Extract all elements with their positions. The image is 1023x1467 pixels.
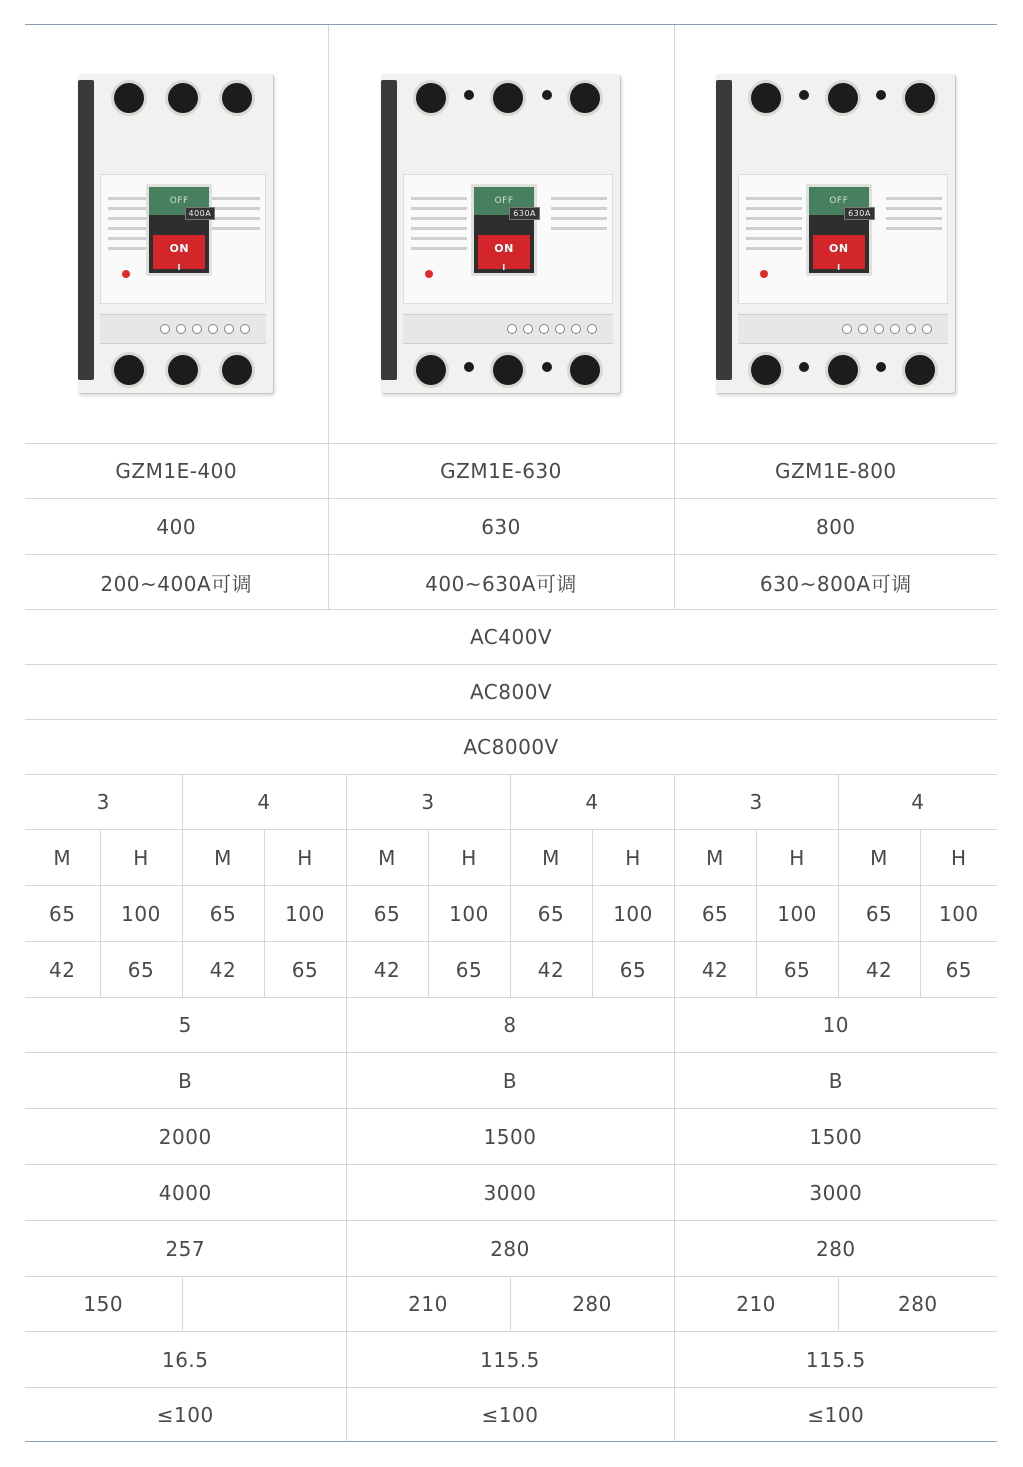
grade-cell: M: [346, 830, 428, 886]
grade-cell: M: [510, 830, 592, 886]
grade-cell: M: [182, 830, 264, 886]
group-cell: 1500: [346, 1109, 674, 1165]
width-cell: 210: [346, 1277, 510, 1332]
bottom-rule: [25, 1441, 997, 1442]
grade-cell: M: [25, 830, 100, 886]
group-cell: 257: [25, 1221, 346, 1277]
poles-cell: 3: [674, 775, 838, 830]
group-row: [25, 1165, 997, 1221]
handle-icon: OFF 630A ON $^I$: [806, 184, 872, 276]
image-row: [25, 25, 997, 444]
impulse-voltage-cell: AC8000V: [25, 720, 997, 775]
ics-cell: 42: [346, 942, 428, 998]
grade-cell: H: [592, 830, 674, 886]
adjust-range-cell: 200~400A可调: [25, 555, 328, 610]
ics-row: [25, 942, 997, 998]
ics-cell: 42: [182, 942, 264, 998]
width-row: [25, 1277, 997, 1332]
icu-cell: 65: [674, 886, 756, 942]
tail-cell: ≤100: [346, 1388, 674, 1443]
width-cell: 280: [510, 1277, 674, 1332]
tail-row: [25, 1332, 997, 1388]
ics-cell: 65: [100, 942, 182, 998]
tail-cell: ≤100: [156, 1403, 214, 1427]
group-cell: 10: [674, 998, 997, 1053]
group-cell: 2000: [25, 1109, 346, 1165]
group-row: [25, 1053, 997, 1109]
grade-cell: H: [428, 830, 510, 886]
ics-cell: 65: [920, 942, 997, 998]
impulse-row: [25, 720, 997, 775]
poles-cell: 3: [25, 775, 182, 830]
poles-cell: 3: [346, 775, 510, 830]
width-cell: 210: [674, 1277, 838, 1332]
grade-cell: H: [756, 830, 838, 886]
grade-cell: H: [920, 830, 997, 886]
model-cell: GZM1E-400: [25, 444, 328, 499]
icu-cell: 65: [838, 886, 920, 942]
width-cell: [182, 1277, 346, 1332]
icu-row: [25, 886, 997, 942]
ics-cell: 42: [674, 942, 756, 998]
group-cell: B: [674, 1053, 997, 1109]
ics-cell: 42: [838, 942, 920, 998]
ics-cell: 65: [756, 942, 838, 998]
width-cell: 150: [25, 1277, 182, 1332]
group-row: [25, 1221, 997, 1277]
adjust-range-cell: 400~630A可调: [328, 555, 674, 610]
group-cell: B: [25, 1053, 346, 1109]
frame-current-row: [25, 499, 997, 555]
group-cell: 4000: [25, 1165, 346, 1221]
icu-cell: 65: [510, 886, 592, 942]
group-cell: B: [346, 1053, 674, 1109]
width-cell: 280: [838, 1277, 997, 1332]
poles-cell: 4: [182, 775, 346, 830]
poles-cell: 4: [838, 775, 997, 830]
model-row: [25, 444, 997, 499]
grade-cell: M: [674, 830, 756, 886]
voltage-row: [25, 610, 997, 665]
adjust-range-row: [25, 555, 997, 610]
grade-cell: M: [838, 830, 920, 886]
frame-current-cell: 400: [25, 499, 328, 555]
tail-cell: 16.5: [25, 1332, 346, 1388]
ics-cell: 65: [592, 942, 674, 998]
icu-cell: 100: [100, 886, 182, 942]
grade-row: [25, 830, 997, 886]
ics-cell: 42: [25, 942, 100, 998]
breaker-image-800: [716, 74, 956, 394]
icu-cell: 100: [592, 886, 674, 942]
ics-cell: 65: [264, 942, 346, 998]
poles-row: [25, 775, 997, 830]
tail-cell: ≤100: [674, 1388, 997, 1443]
group-cell: 1500: [674, 1109, 997, 1165]
model-cell: GZM1E-800: [674, 444, 997, 499]
breaker-image-630: [381, 74, 621, 394]
product-image-cell: [674, 25, 997, 444]
rated-voltage-cell: AC400V: [25, 610, 997, 665]
model-cell: GZM1E-630: [328, 444, 674, 499]
group-cell: 8: [346, 998, 674, 1053]
icu-cell: 65: [25, 886, 100, 942]
product-image-cell: [328, 25, 674, 444]
icu-cell: 100: [428, 886, 510, 942]
icu-cell: 100: [756, 886, 838, 942]
icu-cell: 65: [346, 886, 428, 942]
group-cell: 3000: [674, 1165, 997, 1221]
insulation-row: [25, 665, 997, 720]
ics-cell: 65: [428, 942, 510, 998]
icu-cell: 100: [264, 886, 346, 942]
icu-cell: 100: [920, 886, 997, 942]
group-cell: 280: [346, 1221, 674, 1277]
spec-table: [25, 25, 997, 1442]
group-cell: 5: [25, 998, 346, 1053]
grade-cell: H: [264, 830, 346, 886]
poles-cell: 4: [510, 775, 674, 830]
tail-cell: 115.5: [674, 1332, 997, 1388]
group-row: [25, 1109, 997, 1165]
icu-cell: 65: [182, 886, 264, 942]
group-cell: 280: [674, 1221, 997, 1277]
insulation-voltage-cell: AC800V: [25, 665, 997, 720]
grade-cell: H: [100, 830, 182, 886]
breaker-image-400: [78, 74, 274, 394]
group-cell: 3000: [346, 1165, 674, 1221]
adjust-range-cell: 630~800A可调: [674, 555, 997, 610]
tail-row: [25, 1388, 997, 1443]
handle-icon: OFF 400A ON $^I$: [146, 184, 212, 276]
handle-icon: OFF 630A ON $^I$: [471, 184, 537, 276]
tail-cell: 115.5: [346, 1332, 674, 1388]
group-row: [25, 998, 997, 1053]
frame-current-cell: 800: [674, 499, 997, 555]
product-image-cell: [25, 25, 328, 444]
ics-cell: 42: [510, 942, 592, 998]
frame-current-cell: 630: [328, 499, 674, 555]
